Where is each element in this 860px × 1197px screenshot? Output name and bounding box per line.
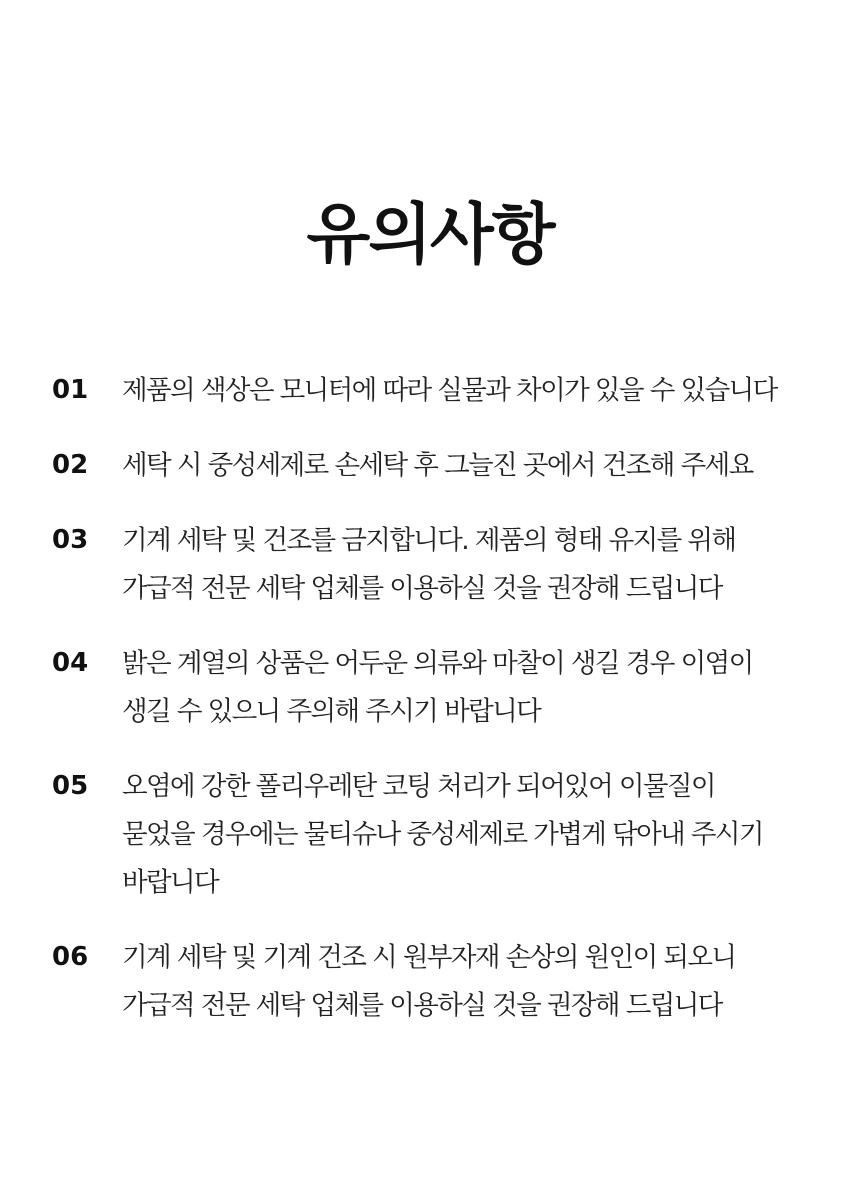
notice-number: 03 [52,525,89,555]
notice-item-04 [0,639,860,736]
notice-text: 기계 세탁 및 기계 건조 시 원부자재 손상의 원인이 되오니 가급적 전문 세탁 업체를 이용하실 것을 권장해 드립니다 [122,942,736,1021]
notice-number: 04 [52,648,89,678]
page-title: 유의사항 [306,196,554,273]
notice-item-05 [0,762,860,907]
notice-text: 밝은 계열의 상품은 어두운 의류와 마찰이 생길 경우 이염이 생길 수 있으니 주의해 주시기 바랍니다 [122,648,753,727]
notice-text: 세탁 시 중성세제로 손세탁 후 그늘진 곳에서 건조해 주세요 [122,450,753,481]
notice-item-02 [0,441,860,490]
notice-number: 06 [52,942,89,972]
notice-text: 제품의 색상은 모니터에 따라 실물과 차이가 있을 수 있습니다 [122,375,777,406]
notice-item-01 [0,366,860,415]
notice-text: 기계 세탁 및 건조를 금지합니다. 제품의 형태 유지를 위해 가급적 전문 세탁 업체를 이용하실 것을 권장해 드립니다 [122,525,736,604]
notice-list [0,366,860,1056]
notice-number: 02 [52,450,89,480]
notice-number: 01 [52,375,89,405]
notice-number: 05 [52,771,89,801]
notice-item-06 [0,933,860,1030]
notice-item-03 [0,516,860,613]
notice-text: 오염에 강한 폴리우레탄 코팅 처리가 되어있어 이물질이 묻었을 경우에는 물티슈나 중성세제로 가볍게 닦아내 주시기 바랍니다 [122,771,763,898]
